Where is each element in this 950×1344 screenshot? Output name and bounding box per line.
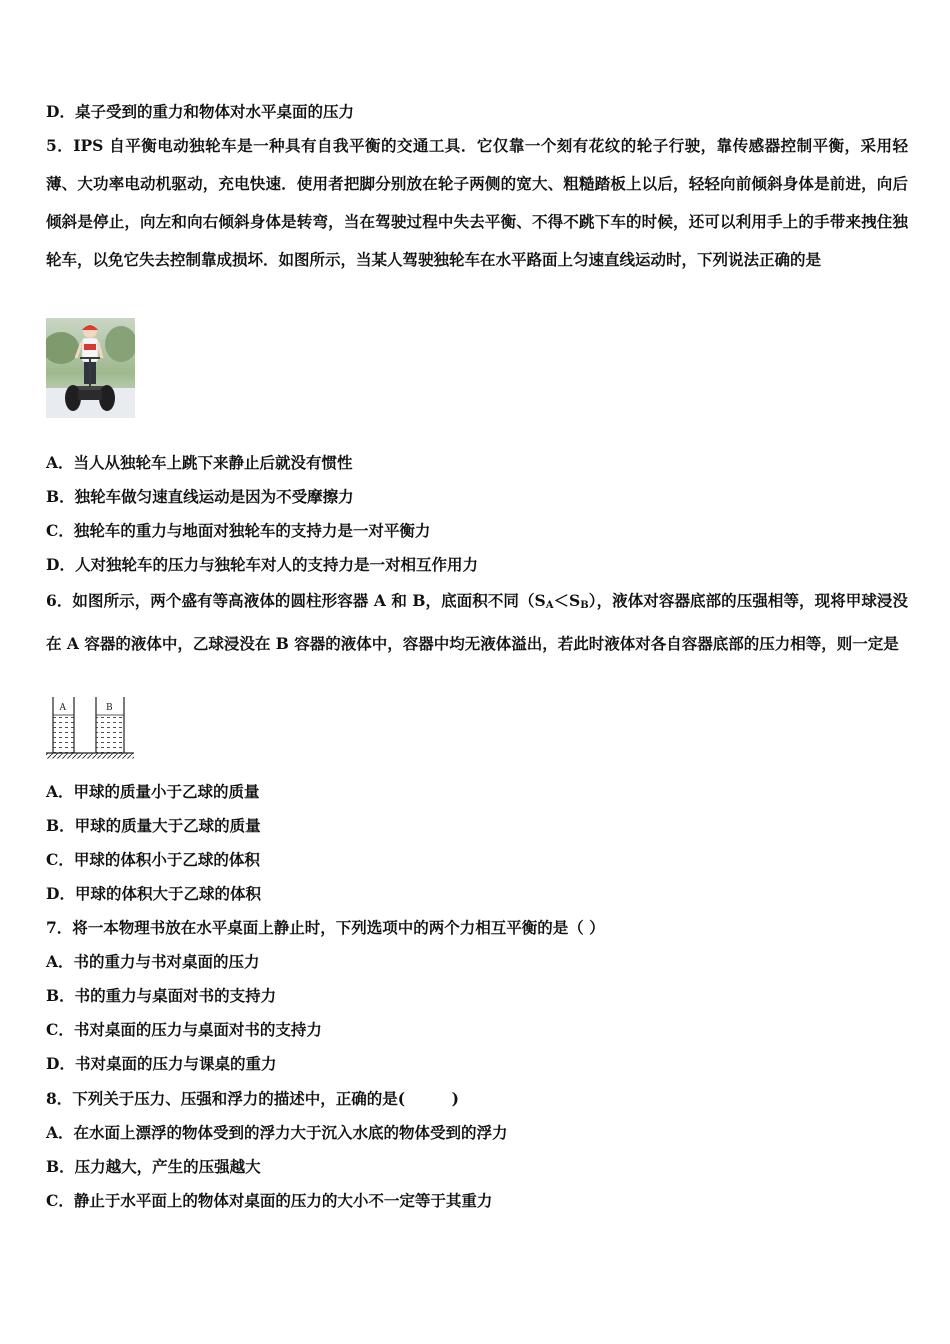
q7-stem: 7．将一本物理书放在水平桌面上静止时，下列选项中的两个力相互平衡的是（ ） [46,918,605,937]
self-balancing-vehicle-photo [46,318,135,418]
q8-option-c: C．静止于水平面上的物体对桌面的压力的大小不一定等于其重力 [46,1191,493,1210]
q6-subscript-b: B [580,600,589,611]
q6-subscript-a: A [545,600,554,611]
q6-option-b: B．甲球的质量大于乙球的质量 [46,816,261,835]
q5-option-d: D．人对独轮车的压力与独轮车对人的支持力是一对相互作用力 [46,555,478,574]
containers-svg [46,695,136,760]
q6-option-d: D．甲球的体积大于乙球的体积 [46,884,261,903]
q8-option-a: A．在水面上漂浮的物体受到的浮力大于沉入水底的物体受到的浮力 [46,1123,508,1142]
q6-stem-part1: 6．如图所示，两个盛有等高液体的圆柱形容器 A 和 B，底面积不同（S [46,591,546,610]
q5-option-b: B．独轮车做匀速直线运动是因为不受摩擦力 [46,487,354,506]
q6-stem-part2: ），液体对容器底部的压强相等，现将甲球浸没在 A 容器的液体中，乙球浸没在 B 容器的液体中，容器中均无液体溢出，若此时液体对各自容器底部的压力相等，则一定是 [46,591,909,653]
q6-option-a: A．甲球的质量小于乙球的质量 [46,782,260,801]
q7-option-b: B．书的重力与桌面对书的支持力 [46,986,277,1005]
q8-stem: 8．下列关于压力、压强和浮力的描述中，正确的是( ) [46,1089,459,1108]
container-label-a: A [59,703,66,713]
q5-stem: 5．IPS 自平衡电动独轮车是一种具有自我平衡的交通工具．它仅靠一个刻有花纹的轮子行驶，靠传感器控制平衡，采用轻薄、大功率电动机驱动，充电快速．使用者把脚分别放在轮子两侧的宽大、粗糙踏板上以后，轻轻向前倾斜身体是前进，向后倾斜是停止，向左和向右倾斜身体是转弯，当在驾驶过程中失去平衡、不得不跳下车的时候，还可以利用手上的手带来拽住独轮车，以免它失去控制靠成损坏．如图所示，当某人驾驶独轮车在水平路面上匀速直线运动时，下列说法正确的是 [46,136,908,269]
container-label-b: B [106,703,113,713]
q8-option-b: B．压力越大，产生的压强越大 [46,1157,261,1176]
q7-option-c: C．书对桌面的压力与桌面对书的支持力 [46,1020,322,1039]
q5-option-a: A．当人从独轮车上跳下来静止后就没有惯性 [46,453,353,472]
q6-stem [46,582,908,663]
q6-less-than: ＜S [553,591,581,610]
q7-option-d: D．书对桌面的压力与课桌的重力 [46,1054,277,1073]
q7-option-a: A．书的重力与书对桌面的压力 [46,952,260,971]
q6-option-c: C．甲球的体积小于乙球的体积 [46,850,260,869]
photo-illustration [46,318,135,418]
q5-option-c: C．独轮车的重力与地面对独轮车的支持力是一对平衡力 [46,521,431,540]
two-containers-diagram [46,695,136,760]
q4-option-d: D．桌子受到的重力和物体对水平桌面的压力 [46,102,354,121]
